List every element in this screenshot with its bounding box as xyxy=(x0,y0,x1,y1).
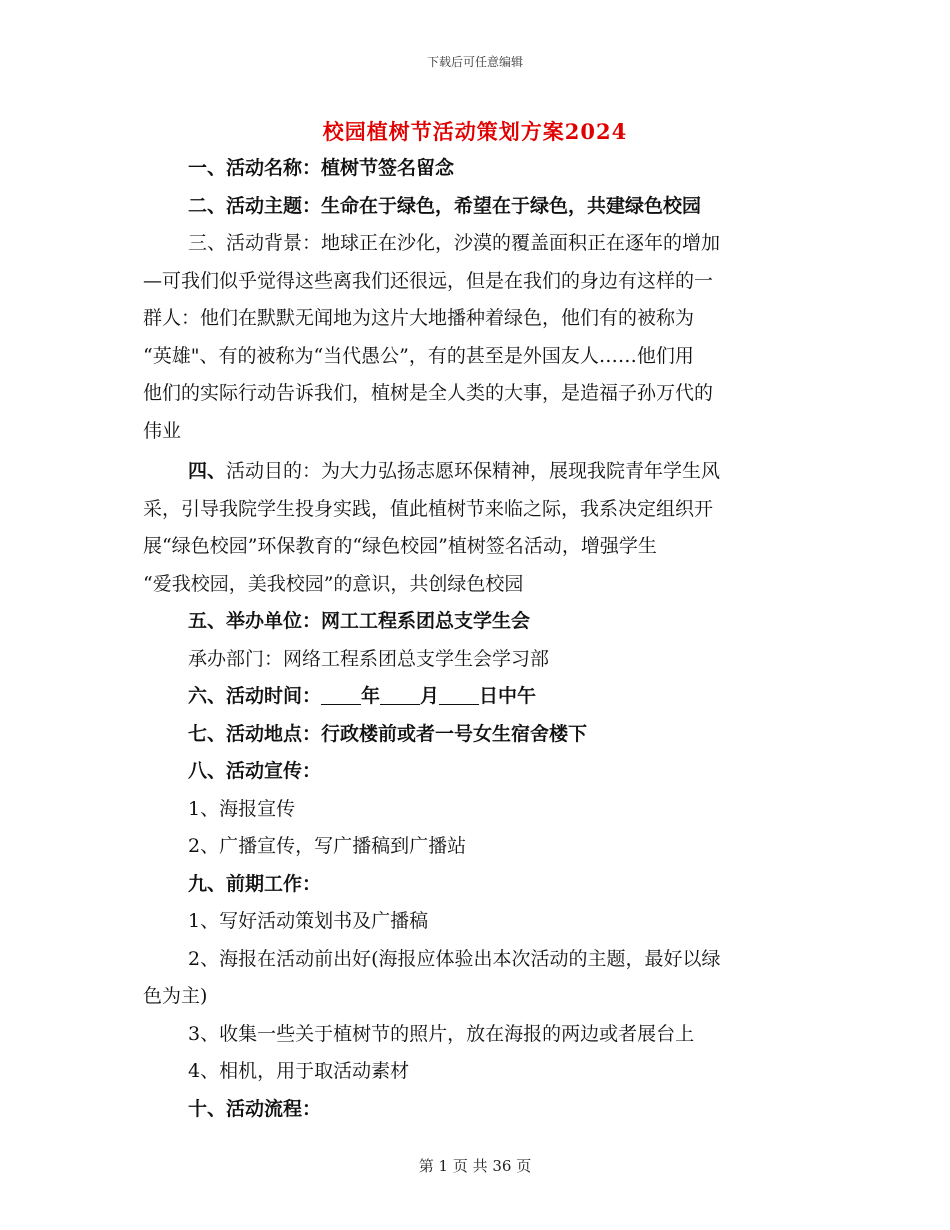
paragraph-line: —可我们似乎觉得这些离我们还很远，但是在我们的身边有这样的一 xyxy=(143,269,714,292)
section-2: 二、活动主题：生命在于绿色，希望在于绿色，共建绿色校园 xyxy=(188,194,702,217)
section-7: 七、活动地点：行政楼前或者一号女生宿舍楼下 xyxy=(188,722,588,745)
page-footer: 第 1 页 共 36 页 xyxy=(418,1157,532,1175)
section-4-text: 活动目的：为大力弘扬志愿环保精神，展现我院青年学生风 xyxy=(226,460,721,482)
header-note: 下载后可任意编辑 xyxy=(426,55,523,69)
list-item-continued: 色为主) xyxy=(143,985,208,1007)
list-item: 1、海报宣传 xyxy=(188,797,296,820)
time-label: 六、活动时间： xyxy=(188,685,322,707)
month-label: 月 xyxy=(420,685,440,707)
document-title: 校园植树节活动策划方案2024 xyxy=(322,119,628,144)
paragraph-line: 三、活动背景：地球正在沙化，沙漠的覆盖面积正在逐年的增加 xyxy=(188,232,721,254)
paragraph-line: 采，引导我院学生投身实践，值此植树节来临之际，我系决定组织开 xyxy=(143,497,714,520)
section-5-sub: 承办部门：网络工程系团总支学生会学习部 xyxy=(188,647,550,670)
paragraph-line: 展“绿色校园”环保教育的“绿色校园”植树签名活动，增强学生 xyxy=(143,535,657,557)
paragraph-line: “爱我校园，美我校园”的意识，共创绿色校园 xyxy=(143,572,524,595)
month-blank xyxy=(380,684,420,705)
section-1: 一、活动名称：植树节签名留念 xyxy=(188,157,455,179)
section-3 xyxy=(143,225,803,450)
section-9: 九、前期工作： xyxy=(188,872,322,895)
year-label: 年 xyxy=(361,685,381,707)
section-8: 八、活动宣传： xyxy=(188,760,322,782)
list-item: 1、写好活动策划书及广播稿 xyxy=(188,910,429,932)
paragraph-line: 群人：他们在默默无闻地为这片大地播种着绿色，他们有的被称为 xyxy=(143,307,695,329)
section-4 xyxy=(143,453,803,603)
document-body xyxy=(143,150,803,1128)
paragraph-line xyxy=(143,453,803,491)
list-item: 2、海报在活动前出好(海报应体验出本次活动的主题，最好以绿 xyxy=(188,947,721,970)
paragraph-line: 伟业 xyxy=(143,419,182,442)
year-blank xyxy=(321,684,361,705)
paragraph-line: 他们的实际行动告诉我们，植树是全人类的大事，是造福子孙万代的 xyxy=(143,382,714,404)
list-item: 4、相机，用于取活动素材 xyxy=(188,1060,410,1082)
section-5: 五、举办单位：网工工程系团总支学生会 xyxy=(188,610,531,632)
day-label: 日中午 xyxy=(479,685,537,707)
paragraph-line: “英雄"、有的被称为“当代愚公”，有的甚至是外国友人……他们用 xyxy=(143,344,694,367)
section-6 xyxy=(143,678,803,716)
list-item: 3、收集一些关于植树节的照片，放在海报的两边或者展台上 xyxy=(188,1022,695,1045)
list-item: 2、广播宣传，写广播稿到广播站 xyxy=(188,835,467,857)
section-4-number: 四、 xyxy=(188,460,227,482)
day-blank xyxy=(439,684,479,705)
section-10: 十、活动流程： xyxy=(188,1097,322,1120)
